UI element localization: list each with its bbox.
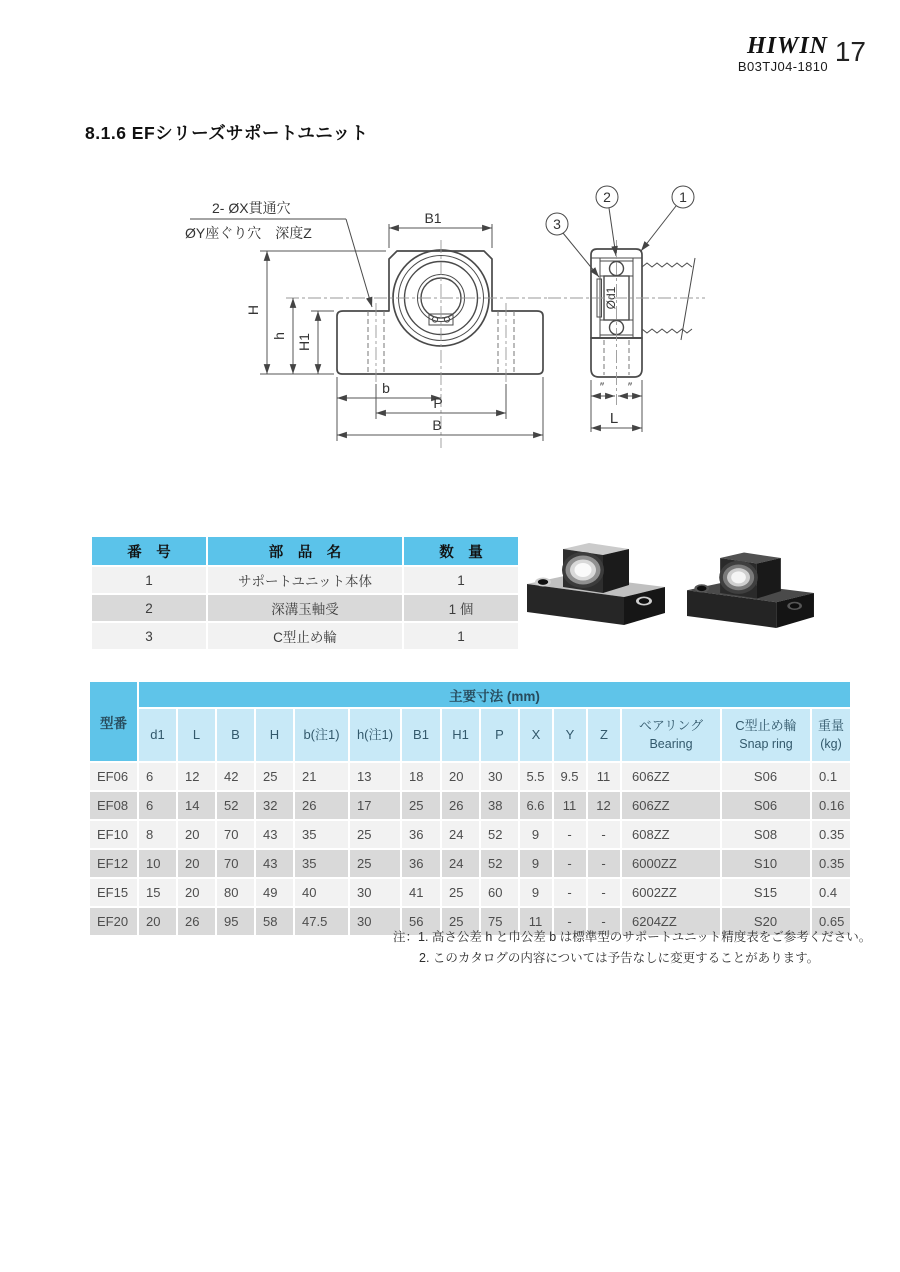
weight-cell: 0.35 [812, 821, 850, 848]
dim-cell: 13 [350, 763, 400, 790]
dim-label-shaft-dia: Ød1 [604, 286, 618, 310]
dim-label-L: L [609, 410, 619, 427]
col-header-B: B [217, 709, 254, 761]
dim-cell: 30 [350, 908, 400, 935]
col-header-weight [812, 709, 850, 761]
dim-cell: 56 [402, 908, 440, 935]
snapring-cell: S06 [722, 763, 810, 790]
part-name: C型止め輪 [208, 623, 402, 649]
bearing-cell: 6000ZZ [622, 850, 720, 877]
parts-header-name: 部 品 名 [208, 537, 402, 565]
dims-row-EF06 [90, 763, 850, 790]
dim-cell: 25 [442, 908, 479, 935]
dim-cell: 52 [217, 792, 254, 819]
dim-cell: 24 [442, 821, 479, 848]
part-no: 3 [92, 623, 206, 649]
model-cell: EF06 [90, 763, 137, 790]
col-header-H: H [256, 709, 293, 761]
dim-cell: 80 [217, 879, 254, 906]
dim-cell: 20 [178, 850, 215, 877]
dim-label-H1: H1 [296, 333, 312, 351]
dim-cell: 47.5 [295, 908, 348, 935]
parts-header-qty: 数 量 [404, 537, 518, 565]
dim-cell: 36 [402, 821, 440, 848]
product-photos [515, 505, 865, 655]
col-header-d1: d1 [139, 709, 176, 761]
weight-header-en: (kg) [820, 737, 842, 752]
dimensions-table [88, 680, 852, 937]
col-header-L: L [178, 709, 215, 761]
col-header-P: P [481, 709, 518, 761]
dim-cell: 6.6 [520, 792, 552, 819]
col-header-H1: H1 [442, 709, 479, 761]
dim-label-equal-left: ″ [599, 380, 605, 394]
dim-cell: 21 [295, 763, 348, 790]
dim-cell: 35 [295, 821, 348, 848]
dim-cell: 58 [256, 908, 293, 935]
balloon-2-number: 2 [603, 189, 611, 205]
dim-cell: 30 [481, 763, 518, 790]
doc-code: B03TJ04-1810 [737, 59, 828, 75]
model-cell: EF12 [90, 850, 137, 877]
dim-cell: 60 [481, 879, 518, 906]
parts-row [92, 623, 518, 649]
col-header-bearing [622, 709, 720, 761]
dim-cell: 11 [588, 763, 620, 790]
parts-table [90, 535, 520, 651]
dim-cell: 26 [295, 792, 348, 819]
bearing-header-en: Bearing [649, 737, 693, 752]
dim-cell: - [588, 879, 620, 906]
weight-cell: 0.1 [812, 763, 850, 790]
snapring-cell: S06 [722, 792, 810, 819]
col-header-B1: B1 [402, 709, 440, 761]
weight-header-jp: 重量 [818, 717, 845, 733]
col-header-Z: Z [588, 709, 620, 761]
snapring-cell: S20 [722, 908, 810, 935]
dim-cell: 43 [256, 850, 293, 877]
dim-cell: 25 [350, 850, 400, 877]
snapring-header-en: Snap ring [739, 737, 793, 752]
parts-row [92, 567, 518, 593]
dim-cell: - [554, 821, 586, 848]
technical-drawing [170, 172, 870, 472]
dim-label-B: B [432, 417, 442, 433]
dim-cell: 20 [139, 908, 176, 935]
part-no: 2 [92, 595, 206, 621]
dims-row-EF10 [90, 821, 850, 848]
section-title: 8.1.6 EFシリーズサポートユニット [85, 123, 369, 143]
bearing-cell: 6204ZZ [622, 908, 720, 935]
snapring-cell: S10 [722, 850, 810, 877]
col-header-X: X [520, 709, 552, 761]
page-number: 17 [834, 36, 866, 67]
weight-cell: 0.16 [812, 792, 850, 819]
dim-cell: 5.5 [520, 763, 552, 790]
dim-cell: 24 [442, 850, 479, 877]
dim-cell: - [554, 879, 586, 906]
dim-cell: 6 [139, 792, 176, 819]
part-name: 深溝玉軸受 [208, 595, 402, 621]
dims-row-EF15 [90, 879, 850, 906]
dim-cell: 18 [402, 763, 440, 790]
dim-cell: 11 [520, 908, 552, 935]
dim-cell: 12 [588, 792, 620, 819]
notes [393, 927, 871, 969]
dim-cell: 20 [178, 879, 215, 906]
dim-cell: 9 [520, 821, 552, 848]
dim-cell: 20 [442, 763, 479, 790]
brand-logo: HIWIN [746, 33, 828, 59]
dim-cell: 15 [139, 879, 176, 906]
snapring-cell: S15 [722, 879, 810, 906]
dim-cell: 25 [256, 763, 293, 790]
model-cell: EF20 [90, 908, 137, 935]
dim-cell: 38 [481, 792, 518, 819]
balloon-3 [546, 213, 568, 235]
bearing-cell: 608ZZ [622, 821, 720, 848]
dim-cell: 32 [256, 792, 293, 819]
dim-label-B1: B1 [424, 210, 442, 226]
col-header-snapring [722, 709, 810, 761]
col-header-h: h(注1) [350, 709, 400, 761]
dim-cell: 35 [295, 850, 348, 877]
model-cell: EF08 [90, 792, 137, 819]
dim-cell: - [588, 850, 620, 877]
parts-header-row [92, 537, 518, 565]
dim-label-h: h [271, 332, 287, 340]
dim-cell: 6 [139, 763, 176, 790]
dim-cell: 49 [256, 879, 293, 906]
bearing-header-jp: ベアリング [638, 717, 704, 733]
dim-cell: 40 [295, 879, 348, 906]
dim-cell: 8 [139, 821, 176, 848]
part-qty: 1 [404, 623, 518, 649]
main-dimensions-group-header: 主要寸法 (mm) [139, 682, 850, 707]
dim-cell: 36 [402, 850, 440, 877]
part-qty: 1 個 [404, 595, 518, 621]
dim-cell: 9 [520, 850, 552, 877]
model-cell: EF15 [90, 879, 137, 906]
dim-cell: 30 [350, 879, 400, 906]
dim-cell: 43 [256, 821, 293, 848]
dim-cell: 20 [178, 821, 215, 848]
dim-cell: 70 [217, 850, 254, 877]
col-header-Y: Y [554, 709, 586, 761]
bearing-cell: 606ZZ [622, 763, 720, 790]
parts-row [92, 595, 518, 621]
part-name: サポートユニット本体 [208, 567, 402, 593]
dim-cell: 52 [481, 821, 518, 848]
dim-cell: 10 [139, 850, 176, 877]
dim-cell: 9.5 [554, 763, 586, 790]
model-cell: EF10 [90, 821, 137, 848]
snapring-header-jp: C型止め輪 [735, 717, 797, 733]
part-qty: 1 [404, 567, 518, 593]
balloon-2 [596, 186, 618, 208]
dim-cell: - [588, 908, 620, 935]
dim-cell: 75 [481, 908, 518, 935]
dims-header-band-row [90, 682, 850, 707]
dim-cell: 52 [481, 850, 518, 877]
dim-cell: 70 [217, 821, 254, 848]
balloon-1-number: 1 [679, 189, 687, 205]
weight-cell: 0.4 [812, 879, 850, 906]
dim-cell: 25 [350, 821, 400, 848]
note-line-1: 注：1. 高さ公差 h と巾公差 b は標準型のサポートユニット精度表をご参考ください。 [393, 930, 872, 944]
dims-subheader-row [90, 709, 850, 761]
dim-cell: - [554, 908, 586, 935]
dim-cell: 42 [217, 763, 254, 790]
side-view [546, 186, 705, 432]
weight-cell: 0.65 [812, 908, 850, 935]
dim-label-P: P [433, 395, 443, 411]
dim-cell: 95 [217, 908, 254, 935]
dim-label-H: H [245, 304, 261, 316]
weight-cell: 0.35 [812, 850, 850, 877]
dim-cell: - [554, 850, 586, 877]
product-photo-ew-type [527, 543, 665, 625]
page-header [738, 34, 828, 74]
product-photo-ef-type [687, 553, 814, 628]
bearing-cell: 606ZZ [622, 792, 720, 819]
leader-note-line1: 2- ØX貫通穴 [212, 200, 291, 216]
dim-cell: 12 [178, 763, 215, 790]
dim-label-b: b [382, 380, 390, 396]
dim-cell: 14 [178, 792, 215, 819]
note-line-2: 2. このカタログの内容については予告なしに変更することがあります。 [419, 951, 820, 965]
dim-cell: 26 [442, 792, 479, 819]
part-no: 1 [92, 567, 206, 593]
model-column-header: 型番 [90, 682, 137, 761]
bearing-cell: 6002ZZ [622, 879, 720, 906]
leader-note-line2: ØY座ぐり穴 深度Z [185, 225, 312, 241]
dim-cell: 9 [520, 879, 552, 906]
dim-cell: 11 [554, 792, 586, 819]
dim-cell: 25 [402, 792, 440, 819]
front-view [185, 200, 556, 448]
balloon-3-number: 3 [553, 216, 561, 232]
parts-header-no: 番 号 [92, 537, 206, 565]
dim-cell: - [588, 821, 620, 848]
dims-row-EF12 [90, 850, 850, 877]
dim-cell: 26 [178, 908, 215, 935]
dim-cell: 25 [442, 879, 479, 906]
balloon-1 [672, 186, 694, 208]
col-header-b: b(注1) [295, 709, 348, 761]
snapring-cell: S08 [722, 821, 810, 848]
dim-label-equal-right: ″ [627, 380, 633, 394]
dims-row-EF08 [90, 792, 850, 819]
dim-cell: 41 [402, 879, 440, 906]
dim-cell: 17 [350, 792, 400, 819]
